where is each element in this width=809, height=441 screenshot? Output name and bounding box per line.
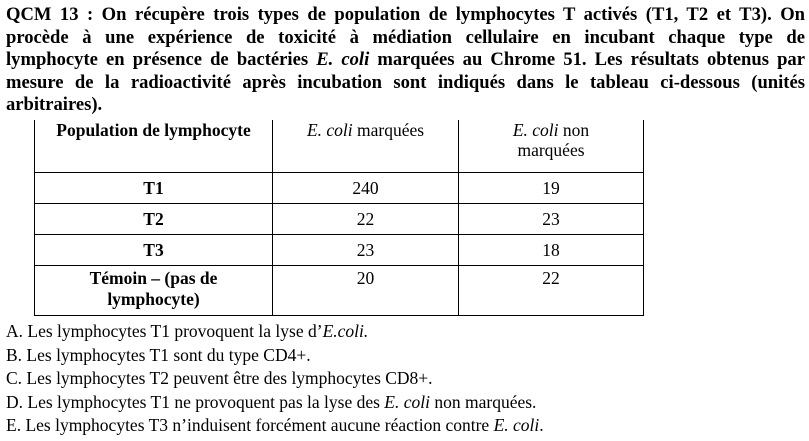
answer-list	[6, 320, 544, 438]
question-statement	[6, 4, 805, 117]
answer-b: B. Les lymphocytes T1 sont du type CD4+.	[6, 344, 311, 365]
table-row-control	[35, 266, 644, 316]
table-row	[35, 173, 644, 204]
table-row	[35, 204, 644, 235]
question-line-3: lymphocyte en présence de bactéries E. coli marquées au Chrome 51. Les résultats obtenus par	[6, 49, 805, 70]
question-line-5: arbitraires).	[6, 94, 103, 115]
question-line-4: mesure de la radioactivité après incubation sont indiqués dans le tableau ci-dessous (unités	[6, 71, 805, 93]
header-unmarked: E. coli non marquées	[459, 120, 644, 173]
row-label: T2	[35, 204, 273, 235]
cell-marked: 23	[273, 235, 459, 266]
header-marked: E. coli marquées	[273, 120, 459, 173]
question-line-1: QCM 13 : On récupère trois types de population de lymphocytes T activés (T1, T2 et T3). On	[6, 4, 805, 25]
row-label: T3	[35, 235, 273, 266]
cell-marked: 240	[273, 173, 459, 204]
cell-unmarked: 18	[459, 235, 644, 266]
question-line-2: procède à une expérience de toxicité à médiation cellulaire en incubant chaque type de	[6, 26, 805, 48]
table-row	[35, 235, 644, 266]
cell-unmarked: 22	[459, 266, 644, 316]
header-population: Population de lymphocyte	[35, 120, 273, 173]
row-label-control: Témoin – (pas de lymphocyte)	[35, 266, 273, 316]
results-table	[34, 120, 644, 316]
table-header-row	[35, 120, 644, 173]
answer-d: D. Les lymphocytes T1 ne provoquent pas la lyse des E. coli non marquées.	[6, 391, 537, 412]
answer-c: C. Les lymphocytes T2 peuvent être des lymphocytes CD8+.	[6, 368, 433, 389]
row-label: T1	[35, 173, 273, 204]
cell-unmarked: 19	[459, 173, 644, 204]
answer-e: E. Les lymphocytes T3 n’induisent forcément aucune réaction contre E. coli.	[6, 415, 544, 436]
cell-marked: 22	[273, 204, 459, 235]
cell-marked: 20	[273, 266, 459, 316]
cell-unmarked: 23	[459, 204, 644, 235]
question-number: QCM 13 :	[6, 4, 94, 25]
answer-a: A. Les lymphocytes T1 provoquent la lyse d’E.coli.	[6, 321, 369, 341]
